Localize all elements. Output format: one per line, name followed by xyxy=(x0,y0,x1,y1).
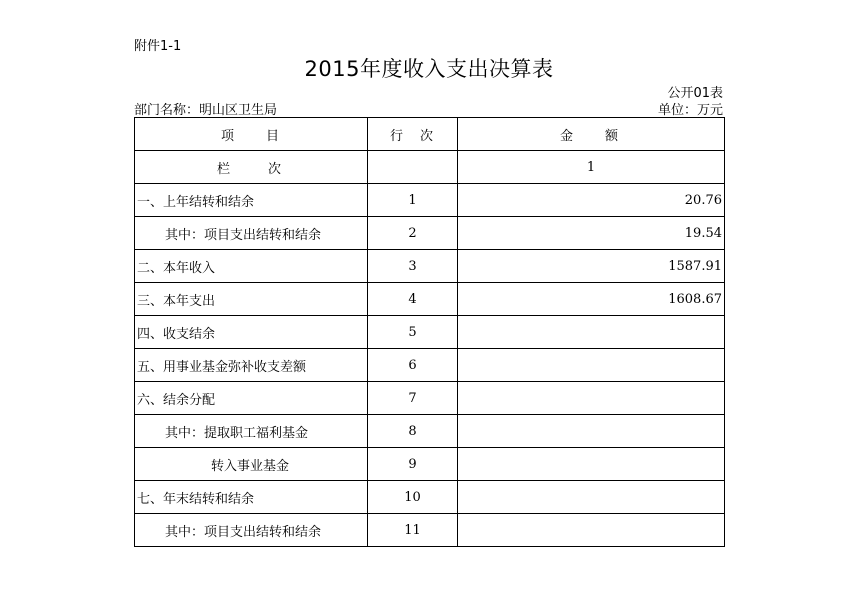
document-title: 2015年度收入支出决算表 xyxy=(304,57,554,81)
table-row xyxy=(135,184,725,217)
table-row xyxy=(135,283,725,316)
header-item: 项 目 xyxy=(135,118,368,151)
column-index-line xyxy=(368,151,458,184)
table-row xyxy=(135,514,725,547)
row-line-no: 2 xyxy=(368,217,458,250)
row-amount xyxy=(458,316,725,349)
table-row xyxy=(135,250,725,283)
column-index-amount: 1 xyxy=(458,151,725,184)
row-line-no: 11 xyxy=(368,514,458,547)
row-amount: 20.76 xyxy=(458,184,725,217)
row-line-no: 1 xyxy=(368,184,458,217)
table-row xyxy=(135,316,725,349)
unit-label: 单位：万元 xyxy=(657,103,723,118)
row-amount xyxy=(458,514,725,547)
column-index-label: 栏 次 xyxy=(135,151,368,184)
row-item: 四、收支结余 xyxy=(135,316,368,349)
row-amount: 19.54 xyxy=(458,217,725,250)
row-line-no: 8 xyxy=(368,415,458,448)
table-row xyxy=(135,217,725,250)
table-row xyxy=(135,415,725,448)
table-header-row xyxy=(135,118,725,151)
row-item: 六、结余分配 xyxy=(135,382,368,415)
row-item: 三、本年支出 xyxy=(135,283,368,316)
column-index-row xyxy=(135,151,725,184)
income-expense-table xyxy=(134,117,725,547)
table-row xyxy=(135,382,725,415)
row-item: 其中：项目支出结转和结余 xyxy=(135,217,368,250)
attachment-label: 附件1-1 xyxy=(134,39,182,54)
row-line-no: 3 xyxy=(368,250,458,283)
table-row xyxy=(135,448,725,481)
row-line-no: 7 xyxy=(368,382,458,415)
row-amount xyxy=(458,415,725,448)
row-item: 其中：项目支出结转和结余 xyxy=(135,514,368,547)
table-row xyxy=(135,481,725,514)
row-amount xyxy=(458,382,725,415)
row-line-no: 10 xyxy=(368,481,458,514)
row-amount xyxy=(458,481,725,514)
header-amount: 金 额 xyxy=(458,118,725,151)
row-amount xyxy=(458,349,725,382)
row-item: 七、年末结转和结余 xyxy=(135,481,368,514)
row-amount: 1608.67 xyxy=(458,283,725,316)
row-item: 一、上年结转和结余 xyxy=(135,184,368,217)
row-line-no: 5 xyxy=(368,316,458,349)
table-row xyxy=(135,349,725,382)
row-item: 转入事业基金 xyxy=(135,448,368,481)
row-line-no: 9 xyxy=(368,448,458,481)
row-item: 二、本年收入 xyxy=(135,250,368,283)
row-item: 其中：提取职工福利基金 xyxy=(135,415,368,448)
row-line-no: 4 xyxy=(368,283,458,316)
row-amount xyxy=(458,448,725,481)
department-name: 部门名称：明山区卫生局 xyxy=(134,103,278,118)
header-line-no: 行 次 xyxy=(368,118,458,151)
form-number: 公开01表 xyxy=(667,86,723,101)
row-line-no: 6 xyxy=(368,349,458,382)
row-item: 五、用事业基金弥补收支差额 xyxy=(135,349,368,382)
row-amount: 1587.91 xyxy=(458,250,725,283)
